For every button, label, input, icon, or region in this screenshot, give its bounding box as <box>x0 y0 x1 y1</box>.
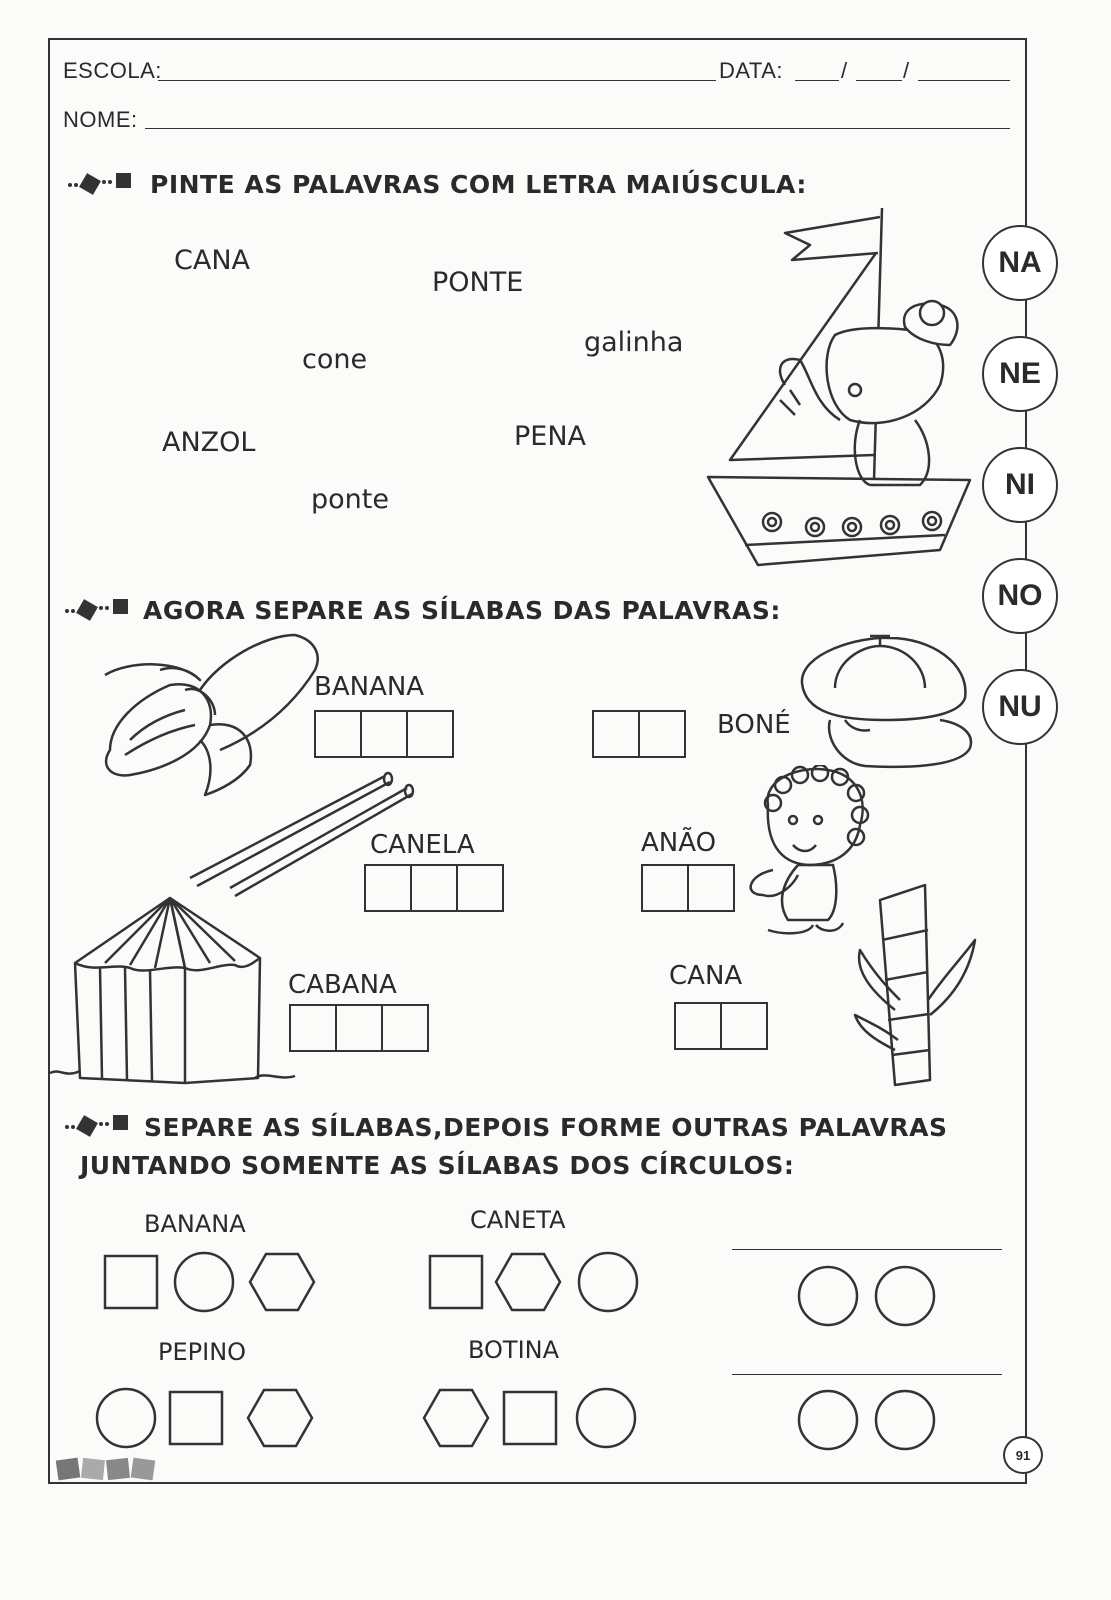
circle-shape <box>97 1389 155 1447</box>
syllable-shapes-row[interactable] <box>420 1382 650 1454</box>
word-item[interactable]: galinha <box>584 327 684 358</box>
section3-title-line1: SEPARE AS SÍLABAS,DEPOIS FORME OUTRAS PALAVRAS <box>144 1113 948 1142</box>
word-item[interactable]: PENA <box>514 421 587 452</box>
square-shape <box>105 1256 157 1308</box>
syllable-boxes-3[interactable] <box>291 1004 429 1052</box>
answer-circles[interactable] <box>795 1262 940 1330</box>
hexagon-shape <box>496 1254 560 1310</box>
bullet-icon <box>63 594 137 624</box>
section3-title-line2: JUNTANDO SOMENTE AS SÍLABAS DOS CÍRCULOS: <box>80 1151 795 1180</box>
syllable-boxes-2[interactable] <box>594 710 686 758</box>
square-shape <box>504 1392 556 1444</box>
sugarcane-illustration <box>850 880 990 1090</box>
syllable-circle: NE <box>982 336 1058 412</box>
answer-line[interactable] <box>732 1374 1002 1375</box>
word-item[interactable]: PONTE <box>432 267 524 298</box>
syllable-shapes-row[interactable] <box>426 1248 646 1318</box>
item-label: CANA <box>669 961 743 991</box>
circle-shape <box>577 1389 635 1447</box>
item-label: CABANA <box>288 970 397 1000</box>
date-year-field[interactable] <box>918 80 1010 81</box>
hexagon-shape <box>424 1390 488 1446</box>
section1-title: PINTE AS PALAVRAS COM LETRA MAIÚSCULA: <box>150 170 807 199</box>
word-item[interactable]: ponte <box>311 484 389 515</box>
word-label: PEPINO <box>158 1338 247 1366</box>
bullet-icon <box>66 168 140 198</box>
syllable-shapes-row[interactable] <box>100 1248 320 1318</box>
circle-shape <box>175 1253 233 1311</box>
word-label: BANANA <box>144 1210 246 1238</box>
date-separator: / <box>841 58 848 83</box>
item-label: BONÉ <box>717 710 791 740</box>
school-label: ESCOLA: <box>63 58 162 83</box>
syllable-boxes-3[interactable] <box>316 710 454 758</box>
item-label: ANÃO <box>641 828 717 858</box>
hexagon-shape <box>250 1254 314 1310</box>
section2-title: AGORA SEPARE AS SÍLABAS DAS PALAVRAS: <box>143 596 781 625</box>
word-item[interactable]: cone <box>302 344 368 375</box>
date-separator: / <box>903 58 910 83</box>
word-label: CANETA <box>470 1206 566 1234</box>
answer-line[interactable] <box>732 1249 1002 1250</box>
date-day-field[interactable] <box>795 80 839 81</box>
date-month-field[interactable] <box>856 80 902 81</box>
square-shape <box>430 1256 482 1308</box>
tent-illustration <box>50 893 300 1093</box>
square-shape <box>170 1392 222 1444</box>
syllable-boxes-2[interactable] <box>643 864 735 912</box>
circle-shape <box>579 1253 637 1311</box>
school-field[interactable] <box>158 80 716 81</box>
page-number: 91 <box>1003 1436 1043 1474</box>
syllable-circle: NO <box>982 558 1058 634</box>
item-label: BANANA <box>314 672 425 702</box>
word-label: BOTINA <box>468 1336 560 1364</box>
syllable-circle: NA <box>982 225 1058 301</box>
item-label: CANELA <box>370 830 475 860</box>
syllable-boxes-3[interactable] <box>366 864 504 912</box>
hexagon-shape <box>248 1390 312 1446</box>
sailor-boat-illustration <box>700 205 980 585</box>
syllable-boxes-2[interactable] <box>676 1002 768 1050</box>
name-field[interactable] <box>145 128 1010 129</box>
date-label: DATA: <box>719 58 784 83</box>
cap-illustration <box>790 628 975 773</box>
bullet-icon <box>63 1110 137 1140</box>
syllable-circle: NU <box>982 669 1058 745</box>
syllable-circle: NI <box>982 447 1058 523</box>
word-item[interactable]: ANZOL <box>162 427 256 458</box>
answer-circles[interactable] <box>795 1386 940 1454</box>
syllable-shapes-row[interactable] <box>94 1382 324 1454</box>
name-label: NOME: <box>63 107 138 132</box>
publisher-logo <box>55 1456 157 1482</box>
word-item[interactable]: CANA <box>174 245 250 276</box>
